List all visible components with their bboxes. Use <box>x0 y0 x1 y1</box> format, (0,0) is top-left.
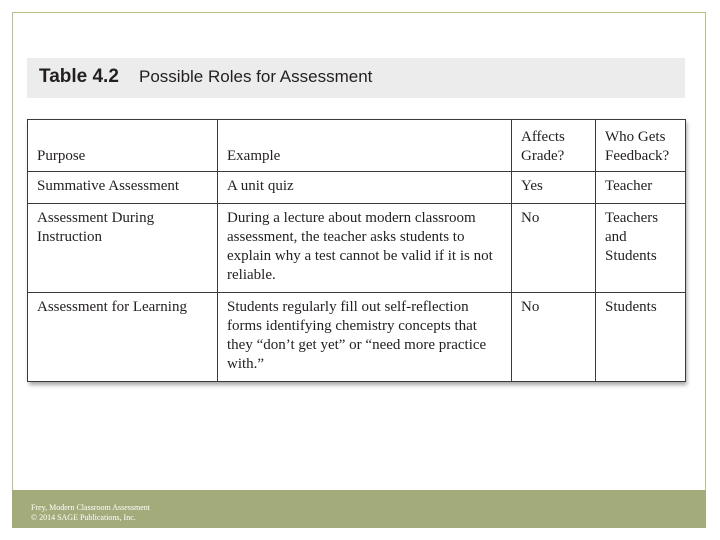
cell-affects-grade: No <box>512 292 596 381</box>
table-row <box>28 292 686 381</box>
cell-feedback: Teacher <box>596 172 686 204</box>
cell-feedback: Teachers and Students <box>596 204 686 292</box>
header-purpose: Purpose <box>28 120 218 172</box>
footer-copyright: © 2014 SAGE Publications, Inc. <box>31 513 136 522</box>
header-who-gets-feedback: Who Gets Feedback? <box>596 120 686 172</box>
footer-credit <box>31 503 150 523</box>
table-title-bar <box>27 58 685 98</box>
header-example: Example <box>218 120 512 172</box>
cell-affects-grade: Yes <box>512 172 596 204</box>
cell-affects-grade: No <box>512 204 596 292</box>
roles-table <box>27 119 686 382</box>
cell-example: A unit quiz <box>218 172 512 204</box>
table-number: Table 4.2 <box>39 66 119 87</box>
header-affects-grade: Affects Grade? <box>512 120 596 172</box>
cell-example: During a lecture about modern classroom assessment, the teacher asks students to explain why a test cannot be valid if it is not reliable. <box>218 204 512 292</box>
table-row <box>28 204 686 292</box>
cell-purpose: Assessment During Instruction <box>28 204 218 292</box>
cell-feedback: Students <box>596 292 686 381</box>
table-caption: Possible Roles for Assessment <box>139 67 373 86</box>
cell-example: Students regularly fill out self-reflection forms identifying chemistry concepts that they “don’t get yet” or “need more practice with.” <box>218 292 512 381</box>
footer-band <box>12 490 706 528</box>
cell-purpose: Assessment for Learning <box>28 292 218 381</box>
footer-source: Frey, Modern Classroom Assessment <box>31 503 151 512</box>
table-row <box>28 172 686 204</box>
cell-purpose: Summative Assessment <box>28 172 218 204</box>
table-header-row <box>28 120 686 172</box>
